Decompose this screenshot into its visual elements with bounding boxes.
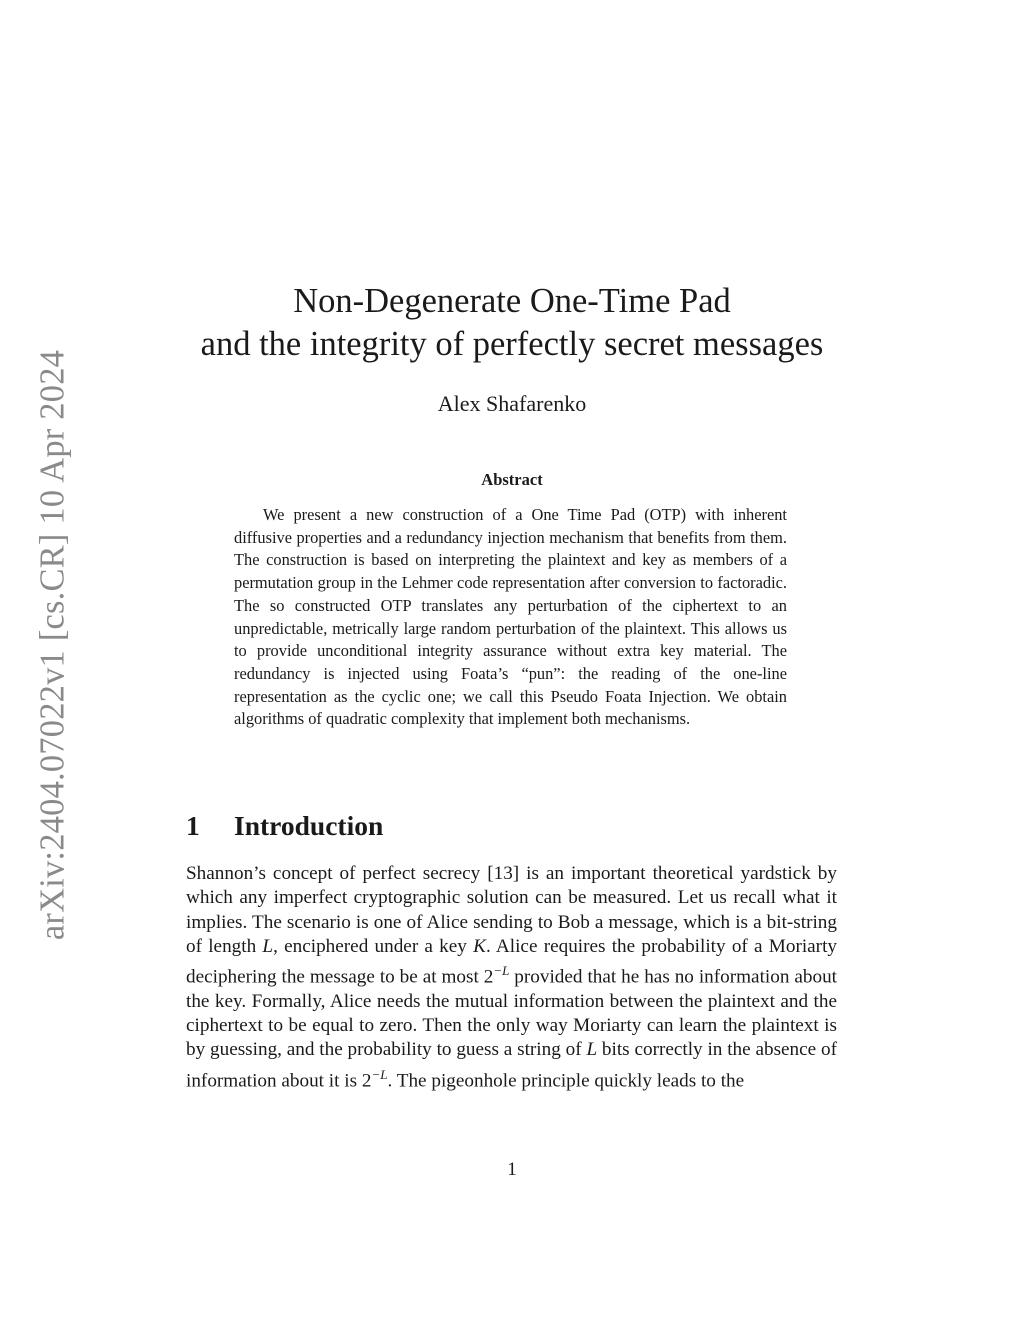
math-exponent: −L: [493, 963, 510, 979]
intro-text-3: . Alice requires the probability of a Moriarty deciphering the message to be at most 2: [186, 935, 837, 988]
arxiv-sidebar-stamp: arXiv:2404.07022v1 [cs.CR] 10 Apr 2024: [33, 349, 72, 941]
intro-text-2: , enciphered under a key: [273, 935, 474, 957]
paper-title: [0, 280, 1024, 366]
intro-text-1: Shannon’s concept of perfect secrecy [13] is an important theoretical yardstick by which any imperfect cryptographic solution can be measured. Let us recall what it implies. The scenario is one of Alice sending to Bob a message, which is a bit-string of length: [186, 863, 837, 957]
page-number: 1: [507, 1159, 517, 1180]
math-var-K: K: [473, 935, 486, 957]
math-exponent: −L: [371, 1066, 388, 1082]
section-heading: [186, 808, 383, 844]
title-line-1: Non-Degenerate One-Time Pad: [293, 282, 731, 320]
section-title: Introduction: [234, 810, 384, 841]
intro-text-5: bits correctly in the absence of information about it is 2: [186, 1039, 837, 1092]
math-var-L: L: [262, 935, 274, 957]
abstract-text: We present a new construction of a One Time Pad (OTP) with inherent diffusive properties and a redundancy injection mechanism that benefits from them. The construction is based on interpreting the plaintext and key as members of a permutation group in the Lehmer code representation after conversion to factoradic. The so constructed OTP translates any perturbation of the ciphertext to an unpredictable, metrically large random perturbation of the plaintext. This allows us to provide unconditional integrity assurance without extra key material. The redundancy is injected using Foata’s “pun”: the reading of the one-line representation as the cyclic one; we call this Pseudo Foata Injection. We obtain algorithms of quadratic complexity that implement both mechanisms.: [234, 505, 787, 729]
author-name: Alex Shafarenko: [437, 391, 587, 416]
introduction-paragraph: [186, 862, 837, 1093]
title-line-2: and the integrity of perfectly secret messages: [200, 325, 824, 363]
math-var-L: L: [586, 1039, 598, 1061]
abstract-heading: Abstract: [481, 470, 543, 489]
section-number: 1: [186, 810, 200, 841]
intro-text-4: provided that he has no information about the key. Formally, Alice needs the mutual information between the plaintext and the ciphertext to be equal to zero. Then the only way Moriarty can learn the plaintext is by guessing, and the probability to guess a string of: [186, 966, 837, 1061]
intro-text-6: . The pigeonhole principle quickly leads to the: [387, 1070, 745, 1092]
